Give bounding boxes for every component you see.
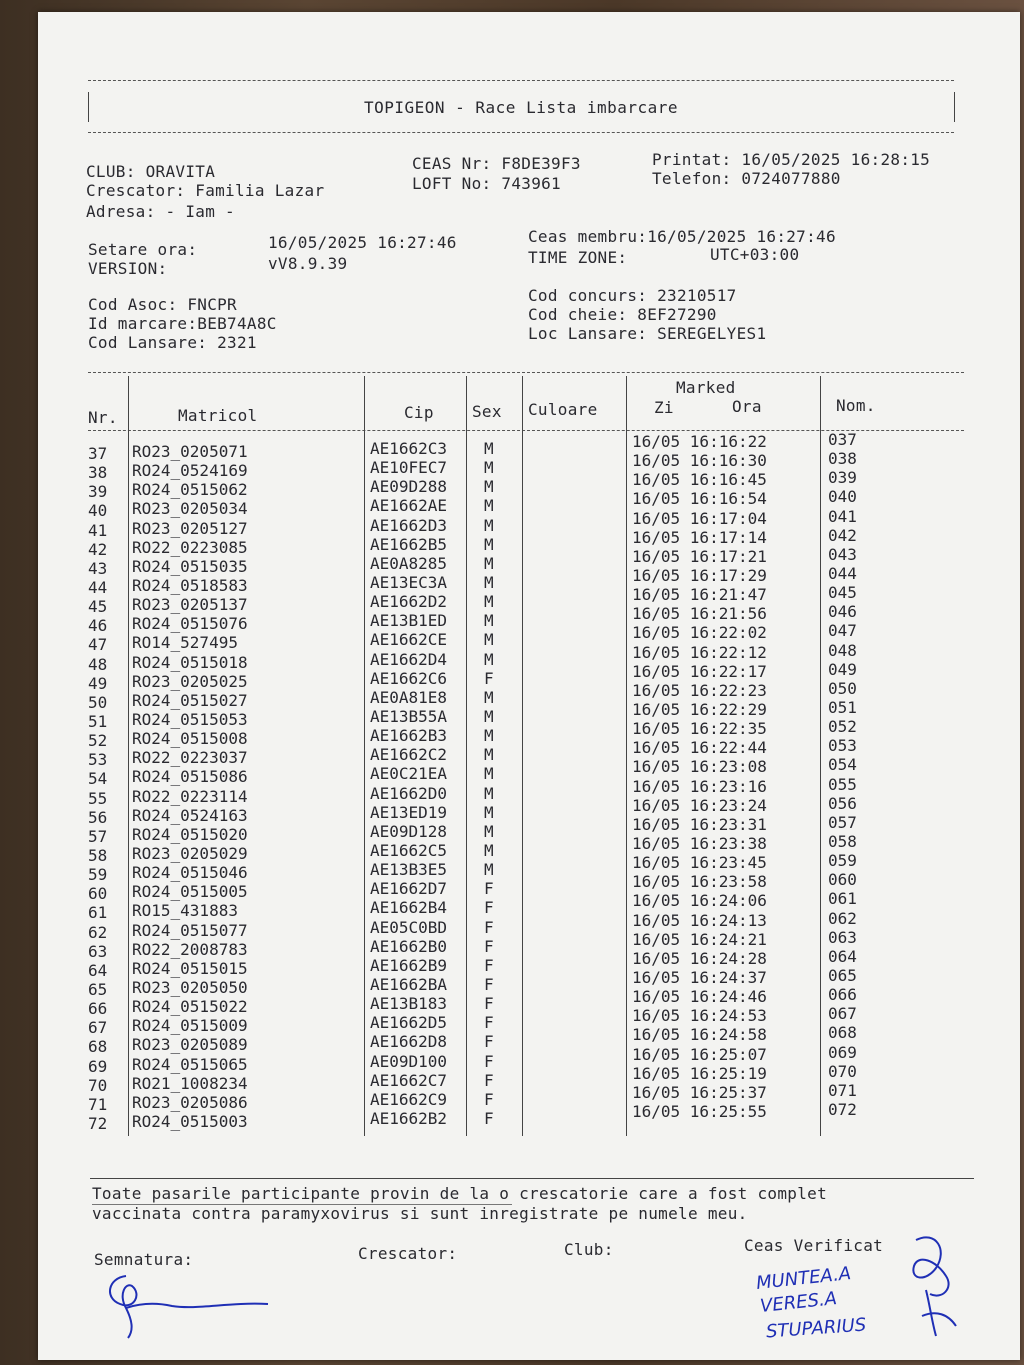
column-marked	[632, 432, 767, 1121]
cell-cip: AE1662B4	[370, 898, 448, 918]
column-nr	[88, 444, 107, 1133]
cell-nom: 037	[828, 430, 857, 449]
cell-cip: AE1662D2	[370, 592, 448, 612]
cell-marked: 16/05 16:24:37	[632, 967, 767, 987]
cell-sex: M	[484, 649, 494, 669]
cell-cip: AE0C21EA	[370, 764, 448, 784]
cell-nr: 55	[88, 788, 108, 808]
cell-nom: 039	[828, 468, 857, 488]
cell-nom: 064	[828, 946, 857, 966]
ceas-nr: CEAS Nr: F8DE39F3	[412, 154, 581, 173]
cell-nom: 060	[828, 870, 857, 890]
cell-nom: 038	[828, 449, 857, 469]
cell-nom: 054	[828, 755, 857, 775]
cell-nr: 71	[88, 1094, 108, 1114]
col-divider-sex	[522, 376, 523, 1136]
cell-nom: 051	[828, 697, 857, 717]
cell-marked: 16/05 16:24:21	[632, 929, 767, 949]
cell-nr: 56	[88, 807, 108, 827]
club-label: CLUB: ORAVITA	[86, 162, 216, 181]
cell-marked: 16/05 16:24:46	[632, 987, 767, 1007]
handwritten-name-3: STUPARIUS	[765, 1314, 867, 1343]
cell-cip: AE1662C3	[370, 439, 448, 458]
cell-matricol: RO24_0515062	[132, 480, 248, 500]
cell-marked: 16/05 16:22:23	[632, 680, 767, 700]
cell-nr: 59	[88, 865, 108, 885]
cell-sex: M	[484, 534, 494, 554]
cell-marked: 16/05 16:22:29	[632, 699, 767, 719]
cell-matricol: RO24_0515077	[132, 920, 248, 940]
cell-nom: 067	[828, 1004, 857, 1024]
cell-cip: AE0A81E8	[370, 687, 448, 707]
cell-nr: 63	[88, 941, 108, 961]
cell-sex: M	[484, 515, 494, 535]
version-label: VERSION:	[88, 259, 168, 278]
title-bottom-border	[88, 132, 954, 133]
title-box	[88, 80, 954, 130]
cell-cip: AE09D288	[370, 477, 448, 497]
cell-nr: 48	[88, 654, 108, 674]
cell-sex: F	[484, 879, 494, 899]
cell-nr: 50	[88, 692, 108, 712]
cell-nr: 40	[88, 501, 108, 521]
cell-marked: 16/05 16:21:47	[632, 585, 767, 605]
cell-marked: 16/05 16:23:45	[632, 853, 767, 873]
cod-concurs: Cod concurs: 23210517	[528, 286, 737, 305]
cell-sex: M	[484, 611, 494, 631]
cell-marked: 16/05 16:17:21	[632, 546, 767, 566]
cell-nr: 39	[88, 482, 108, 502]
cell-nom: 068	[828, 1023, 857, 1043]
cell-marked: 16/05 16:25:37	[632, 1082, 767, 1102]
cell-nom: 056	[828, 793, 857, 813]
header-matricol: Matricol	[178, 406, 258, 425]
cell-marked: 16/05 16:22:02	[632, 623, 767, 643]
cell-matricol: RO24_0515086	[132, 767, 248, 787]
cell-sex: F	[484, 1032, 494, 1052]
cell-sex: M	[484, 764, 494, 784]
verification-signature-scribble	[896, 1230, 966, 1340]
cell-cip: AE13EC3A	[370, 572, 448, 592]
cell-matricol: RO23_0205089	[132, 1035, 248, 1055]
cell-sex: M	[484, 706, 494, 726]
cell-nom: 052	[828, 717, 857, 737]
cell-matricol: RO24_0515022	[132, 997, 248, 1017]
semnatura-label: Semnatura:	[94, 1250, 194, 1269]
document-title: TOPIGEON - Race Lista imbarcare	[363, 98, 679, 117]
column-nom	[828, 430, 857, 1119]
cell-nr: 60	[88, 884, 108, 904]
crescator-footer-label: Crescator:	[358, 1244, 458, 1263]
cell-matricol: RO22_0223085	[132, 537, 248, 557]
cell-sex: F	[484, 1089, 494, 1109]
footer-divider	[90, 1178, 974, 1179]
cell-marked: 16/05 16:24:53	[632, 1006, 767, 1026]
cell-sex: M	[484, 745, 494, 765]
col-divider-cip	[466, 376, 467, 1136]
column-sex	[484, 439, 494, 1128]
cell-matricol: RO24_0515005	[132, 882, 248, 902]
cell-nom: 071	[828, 1080, 857, 1100]
cell-sex: M	[484, 630, 494, 650]
cell-nr: 46	[88, 616, 108, 636]
cell-nr: 62	[88, 922, 108, 942]
cell-cip: AE13ED19	[370, 802, 448, 822]
cell-cip: AE1662B2	[370, 1108, 448, 1128]
cell-cip: AE1662D3	[370, 515, 448, 535]
cell-sex: M	[484, 496, 494, 516]
cell-cip: AE09D128	[370, 821, 448, 841]
loc-lansare: Loc Lansare: SEREGELYES1	[528, 324, 767, 343]
cell-nom: 045	[828, 583, 857, 603]
cell-matricol: RO15_431883	[132, 901, 238, 921]
cell-marked: 16/05 16:16:22	[632, 432, 767, 451]
cell-matricol: RO23_0205086	[132, 1092, 248, 1112]
cell-sex: F	[484, 668, 494, 688]
cod-asoc: Cod Asoc: FNCPR	[88, 295, 237, 314]
cell-cip: AE1662B9	[370, 955, 448, 975]
cell-nom: 058	[828, 831, 857, 851]
cell-cip: AE1662D8	[370, 1032, 448, 1052]
cell-marked: 16/05 16:21:56	[632, 604, 767, 624]
cell-cip: AE1662C9	[370, 1089, 448, 1109]
cell-cip: AE09D100	[370, 1051, 448, 1071]
cell-nr: 68	[88, 1037, 108, 1057]
cell-nom: 050	[828, 678, 857, 698]
cell-marked: 16/05 16:22:35	[632, 719, 767, 739]
cell-marked: 16/05 16:25:07	[632, 1044, 767, 1064]
cell-marked: 16/05 16:23:31	[632, 814, 767, 834]
cell-nom: 069	[828, 1042, 857, 1062]
cell-nom: 063	[828, 927, 857, 947]
cell-marked: 16/05 16:23:16	[632, 776, 767, 796]
cell-marked: 16/05 16:25:19	[632, 1063, 767, 1083]
table-header-top-border	[88, 372, 964, 373]
cell-nr: 47	[88, 635, 108, 655]
cell-matricol: RO24_0515065	[132, 1054, 248, 1074]
cell-nom: 053	[828, 736, 857, 756]
cell-cip: AE1662D4	[370, 649, 448, 669]
cell-nom: 062	[828, 908, 857, 928]
cell-sex: M	[484, 821, 494, 841]
club-footer-label: Club:	[564, 1240, 614, 1259]
cell-matricol: RO24_0515015	[132, 958, 248, 978]
cell-nr: 61	[88, 903, 108, 923]
cell-nr: 49	[88, 673, 108, 693]
cell-cip: AE1662CE	[370, 630, 448, 650]
cell-cip: AE1662B3	[370, 726, 448, 746]
cell-sex: M	[484, 458, 494, 478]
cod-lansare: Cod Lansare: 2321	[88, 333, 257, 352]
cell-sex: F	[484, 1108, 494, 1128]
cell-cip: AE1662C7	[370, 1070, 448, 1090]
col-divider-nr	[128, 376, 129, 1136]
cell-sex: M	[484, 592, 494, 612]
cell-sex: M	[484, 572, 494, 592]
cell-nom: 040	[828, 487, 857, 507]
cell-sex: M	[484, 439, 494, 458]
cell-sex: M	[484, 840, 494, 860]
cell-marked: 16/05 16:17:04	[632, 508, 767, 528]
header-cip: Cip	[404, 403, 434, 422]
cell-marked: 16/05 16:22:17	[632, 661, 767, 681]
cell-matricol: RO24_0524163	[132, 805, 248, 825]
cell-matricol: RO24_0524169	[132, 461, 248, 481]
cell-marked: 16/05 16:25:55	[632, 1101, 767, 1121]
cell-nr: 52	[88, 731, 108, 751]
cell-marked: 16/05 16:24:06	[632, 891, 767, 911]
cell-nom: 041	[828, 506, 857, 526]
cell-nr: 69	[88, 1056, 108, 1076]
cell-matricol: RO23_0205127	[132, 518, 248, 538]
cell-matricol: RO24_0515003	[132, 1111, 248, 1131]
cell-marked: 16/05 16:24:13	[632, 910, 767, 930]
cell-marked: 16/05 16:23:38	[632, 833, 767, 853]
setare-ora-value: 16/05/2025 16:27:46	[268, 233, 457, 252]
cell-nr: 42	[88, 539, 108, 559]
cell-cip: AE13B1ED	[370, 611, 448, 631]
cell-sex: M	[484, 726, 494, 746]
handwritten-name-2: VERES.A	[759, 1288, 838, 1317]
cell-marked: 16/05 16:23:58	[632, 872, 767, 892]
col-divider-culoare	[626, 376, 627, 1136]
cell-nom: 043	[828, 544, 857, 564]
cell-nom: 042	[828, 525, 857, 545]
cell-cip: AE1662D5	[370, 1013, 448, 1033]
cell-marked: 16/05 16:17:29	[632, 565, 767, 585]
title-right-border	[954, 92, 955, 122]
cell-matricol: RO24_0515009	[132, 1016, 248, 1036]
cell-matricol: RO24_0515020	[132, 824, 248, 844]
cod-cheie: Cod cheie: 8EF27290	[528, 305, 717, 324]
cell-cip: AE1662C2	[370, 745, 448, 765]
cell-marked: 16/05 16:22:44	[632, 738, 767, 758]
statement-underline	[92, 1204, 512, 1205]
cell-nom: 061	[828, 889, 857, 909]
column-cip	[370, 439, 447, 1128]
cell-sex: F	[484, 1070, 494, 1090]
cell-nom: 065	[828, 965, 857, 985]
cell-sex: M	[484, 860, 494, 880]
cell-cip: AE1662D0	[370, 783, 448, 803]
col-divider-matricol	[364, 376, 365, 1136]
cell-nr: 54	[88, 769, 108, 789]
cell-nom: 070	[828, 1061, 857, 1081]
cell-cip: AE05C0BD	[370, 917, 448, 937]
header-marked: Marked	[676, 378, 736, 397]
cell-nom: 046	[828, 602, 857, 622]
cell-cip: AE1662C5	[370, 840, 448, 860]
signature-scribble	[98, 1264, 278, 1344]
header-nom: Nom.	[836, 396, 876, 415]
cell-nr: 66	[88, 999, 108, 1019]
cell-nr: 67	[88, 1018, 108, 1038]
cell-matricol: RO23_0205029	[132, 843, 248, 863]
time-zone-label: TIME ZONE:	[528, 248, 628, 267]
cell-marked: 16/05 16:23:24	[632, 795, 767, 815]
cell-sex: F	[484, 994, 494, 1014]
cell-sex: F	[484, 936, 494, 956]
cell-marked: 16/05 16:23:08	[632, 757, 767, 777]
header-nr: Nr.	[88, 408, 118, 427]
cell-nom: 048	[828, 640, 857, 660]
col-divider-marked	[820, 376, 821, 1136]
cell-nr: 57	[88, 826, 108, 846]
cell-matricol: RO23_0205034	[132, 499, 248, 519]
printat: Printat: 16/05/2025 16:28:15	[652, 150, 931, 169]
cell-sex: F	[484, 898, 494, 918]
cell-marked: 16/05 16:16:54	[632, 489, 767, 509]
cell-nr: 44	[88, 577, 108, 597]
cell-matricol: RO23_0205137	[132, 595, 248, 615]
cell-sex: M	[484, 802, 494, 822]
cell-sex: F	[484, 955, 494, 975]
cell-marked: 16/05 16:24:58	[632, 1025, 767, 1045]
cell-matricol: RO24_0515046	[132, 863, 248, 883]
cell-matricol: RO23_0205050	[132, 977, 248, 997]
cell-matricol: RO23_0205071	[132, 442, 248, 461]
time-zone-value: UTC+03:00	[710, 245, 800, 264]
adresa-label: Adresa: - Iam -	[86, 202, 235, 221]
cell-nom: 059	[828, 851, 857, 871]
vaccination-statement-line1: Toate pasarile participante provin de la o crescatorie care a fost complet	[92, 1184, 828, 1203]
cell-marked: 16/05 16:16:30	[632, 451, 767, 471]
cell-sex: M	[484, 687, 494, 707]
cell-nom: 072	[828, 1099, 857, 1119]
cell-sex: F	[484, 1051, 494, 1071]
cell-nr: 65	[88, 979, 108, 999]
cell-nom: 055	[828, 774, 857, 794]
cell-matricol: RO22_2008783	[132, 939, 248, 959]
cell-matricol: RO14_527495	[132, 633, 238, 653]
header-sex: Sex	[472, 402, 502, 421]
cell-marked: 16/05 16:22:12	[632, 642, 767, 662]
cell-cip: AE13B3E5	[370, 860, 448, 880]
header-ora: Ora	[732, 397, 762, 416]
cell-nr: 45	[88, 597, 108, 617]
cell-matricol: RO24_0518583	[132, 575, 248, 595]
cell-cip: AE1662C6	[370, 668, 448, 688]
telefon: Telefon: 0724077880	[652, 169, 841, 188]
cell-cip: AE13B183	[370, 994, 448, 1014]
version-value: vV8.9.39	[268, 254, 348, 273]
cell-nom: 047	[828, 621, 857, 641]
cell-matricol: RO24_0515076	[132, 614, 248, 634]
cell-nr: 72	[88, 1113, 108, 1133]
cell-cip: AE0A8285	[370, 553, 448, 573]
cell-marked: 16/05 16:24:28	[632, 948, 767, 968]
column-matricol	[132, 442, 248, 1131]
setare-ora-label: Setare ora:	[88, 240, 198, 259]
cell-cip: AE1662AE	[370, 496, 448, 516]
cell-nom: 049	[828, 659, 857, 679]
cell-sex: M	[484, 553, 494, 573]
ceas-membru: Ceas membru:16/05/2025 16:27:46	[528, 227, 836, 246]
cell-nom: 057	[828, 812, 857, 832]
ceas-verificat-label: Ceas Verificat	[744, 1236, 884, 1255]
vaccination-statement-line2: vaccinata contra paramyxovirus si sunt inregistrate pe numele meu.	[92, 1204, 748, 1223]
cell-cip: AE1662B5	[370, 534, 448, 554]
cell-matricol: RO24_0515027	[132, 690, 248, 710]
cell-matricol: RO22_0223114	[132, 786, 248, 806]
cell-nr: 53	[88, 750, 108, 770]
cell-matricol: RO24_0515018	[132, 652, 248, 672]
cell-cip: AE1662BA	[370, 974, 448, 994]
handwritten-name-1: MUNTEA.A	[755, 1263, 853, 1294]
header-zi: Zi	[654, 398, 674, 417]
cell-marked: 16/05 16:16:45	[632, 470, 767, 490]
cell-nr: 37	[88, 444, 108, 463]
cell-nr: 43	[88, 558, 108, 578]
cell-nr: 70	[88, 1075, 108, 1095]
cell-sex: F	[484, 917, 494, 937]
cell-nr: 38	[88, 463, 108, 483]
cell-nr: 58	[88, 845, 108, 865]
id-marcare: Id marcare:BEB74A8C	[88, 314, 277, 333]
loft-no: LOFT No: 743961	[412, 174, 561, 193]
cell-matricol: RO24_0515053	[132, 709, 248, 729]
cell-sex: F	[484, 1013, 494, 1033]
cell-matricol: RO21_1008234	[132, 1073, 248, 1093]
cell-nom: 044	[828, 563, 857, 583]
cell-sex: M	[484, 783, 494, 803]
cell-nr: 51	[88, 711, 108, 731]
document-page	[38, 12, 1020, 1360]
header-culoare: Culoare	[528, 400, 598, 419]
cell-sex: M	[484, 477, 494, 497]
cell-cip: AE10FEC7	[370, 458, 448, 478]
crescator-label: Crescator: Familia Lazar	[86, 181, 325, 200]
cell-matricol: RO23_0205025	[132, 671, 248, 691]
cell-matricol: RO22_0223037	[132, 748, 248, 768]
cell-cip: AE1662B0	[370, 936, 448, 956]
cell-marked: 16/05 16:17:14	[632, 527, 767, 547]
cell-matricol: RO24_0515035	[132, 556, 248, 576]
cell-nr: 64	[88, 960, 108, 980]
cell-cip: AE13B55A	[370, 706, 448, 726]
cell-nr: 41	[88, 520, 108, 540]
cell-cip: AE1662D7	[370, 879, 448, 899]
cell-matricol: RO24_0515008	[132, 729, 248, 749]
cell-nom: 066	[828, 985, 857, 1005]
cell-sex: F	[484, 974, 494, 994]
